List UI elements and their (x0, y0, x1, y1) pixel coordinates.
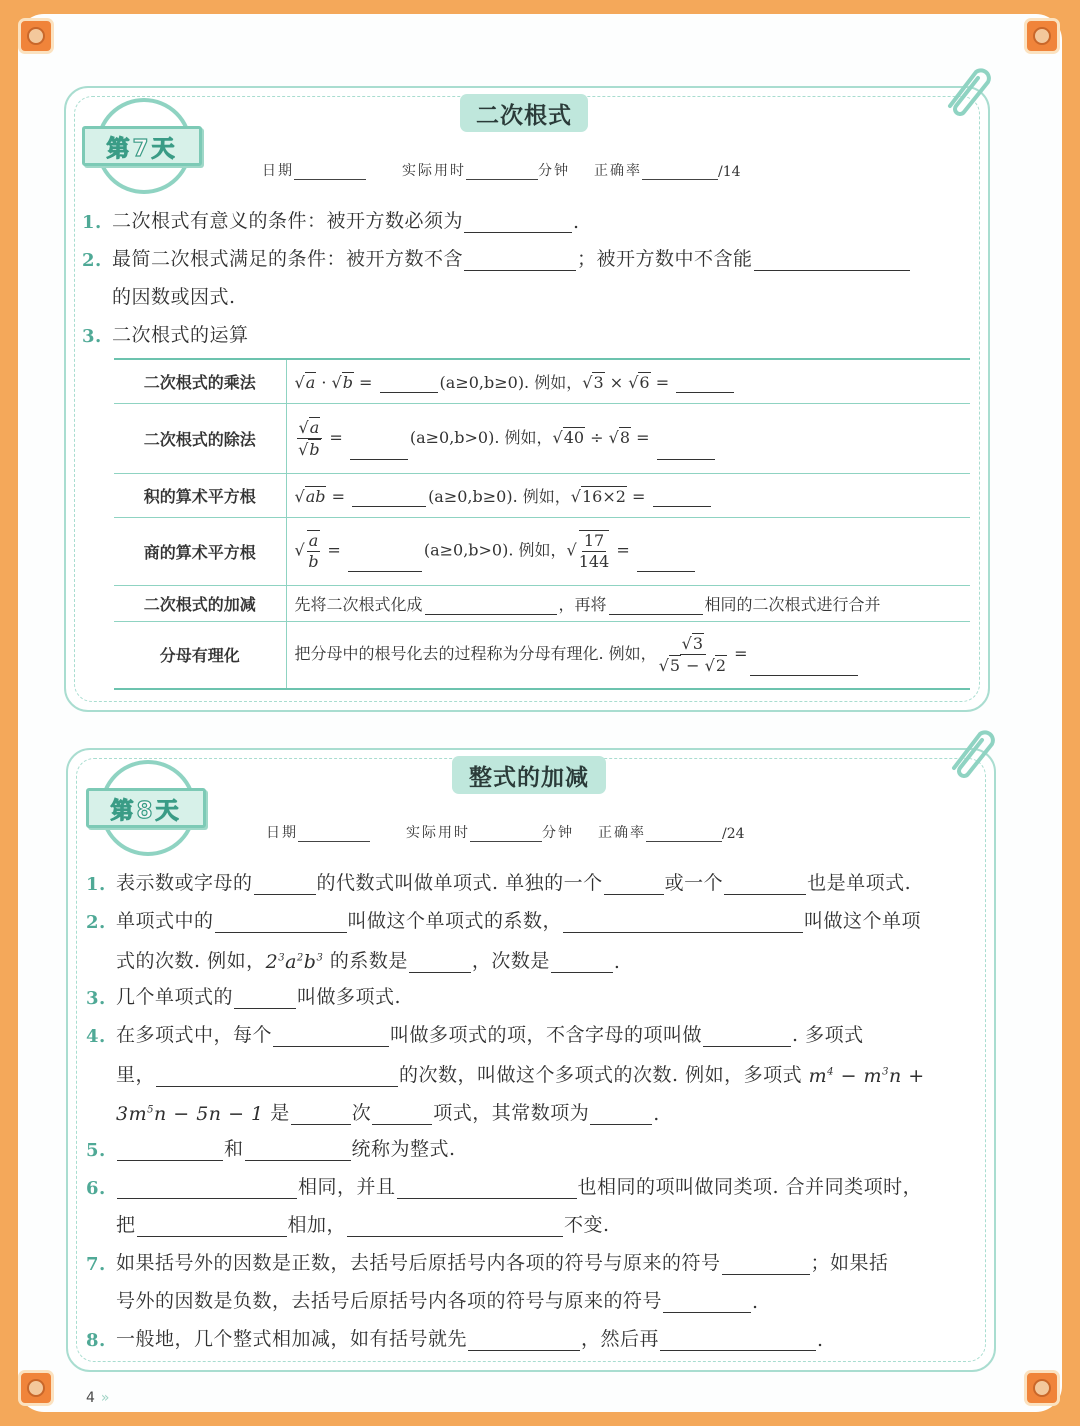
item-text: 叫做多项式的项，不含字母的项叫做 (390, 1024, 703, 1046)
date-blank (298, 826, 370, 842)
answer-blank[interactable] (291, 1105, 351, 1125)
row-text: (a≥0,b>0). 例如， (409, 427, 553, 447)
table-row (114, 585, 970, 621)
item-text: 叫做这个单项 (804, 910, 922, 932)
row-content: √ $\frac{a}{b}$ = (a≥0,b>0). 例如，√ $\frac{17}{144}$ = (286, 517, 970, 585)
row-text: 把分母中的根号化去的过程称为分母有理化. 例如， (294, 644, 657, 664)
item-text: 二次根式有意义的条件：被开方数必须为 (112, 210, 464, 232)
item-text: 相同，并且 (298, 1176, 396, 1198)
row-text: (a≥0,b≥0). 例如， (439, 372, 583, 392)
day7-title: 二次根式 (460, 94, 588, 132)
item-text: 在多项式中，每个 (116, 1024, 273, 1046)
item-text: 号外的因数是负数，去括号后原括号内各项的符号与原来的符号 (116, 1290, 663, 1312)
item-text: 的因数或因式. (112, 286, 236, 308)
day8-item-8 (86, 1324, 824, 1351)
item-text: 的次数，叫做这个多项式的次数. 例如，多项式 (399, 1064, 803, 1086)
day7-item-2-cont (112, 282, 236, 309)
answer-blank[interactable] (468, 1331, 580, 1351)
item-text: 里， (116, 1064, 156, 1086)
row-header: 二次根式的除法 (114, 403, 286, 473)
item-text: 最简二次根式满足的条件：被开方数不含 (112, 248, 464, 270)
accuracy-label: 正确率 (598, 825, 646, 841)
day7-item-3 (82, 320, 249, 347)
day8-badge (86, 760, 212, 860)
day8-item-3 (86, 982, 401, 1009)
answer-blank[interactable] (754, 251, 910, 271)
day8-title: 整式的加减 (452, 756, 606, 794)
date-blank (294, 164, 366, 180)
row-content: √a · √b = (a≥0,b≥0). 例如，√3 × √6 = (286, 359, 970, 403)
day8-item-7 (86, 1248, 889, 1275)
answer-blank[interactable] (750, 658, 858, 676)
item-text: 或一个 (664, 872, 724, 894)
item-text: . (752, 1291, 759, 1313)
day8-item-4 (86, 1020, 864, 1047)
day8-meta (266, 822, 745, 842)
answer-blank[interactable] (350, 442, 408, 460)
row-header: 二次根式的加减 (114, 585, 286, 621)
day7-badge (82, 98, 208, 198)
math-expression: $3m^5n - 5n - 1$ (116, 1103, 271, 1125)
time-label: 实际用时 (406, 825, 470, 841)
item-text: 是 (270, 1102, 290, 1124)
row-content: √ab = (a≥0,b≥0). 例如，√16×2 = (286, 473, 970, 517)
answer-blank[interactable] (425, 597, 557, 615)
day8-item-6 (86, 1172, 922, 1199)
item-text: 二次根式的运算 (112, 324, 249, 346)
row-text: (a≥0,b>0). 例如， (423, 540, 567, 560)
date-label: 日期 (262, 163, 294, 179)
answer-blank[interactable] (137, 1217, 287, 1237)
row-content: $\frac{√a}{√b}$ = (a≥0,b>0). 例如，√40 ÷ √8 = (286, 403, 970, 473)
answer-blank[interactable] (215, 913, 347, 933)
day8-badge-label: 第8天 (86, 788, 206, 828)
item-text: 次 (351, 1102, 372, 1124)
row-header: 二次根式的乘法 (114, 359, 286, 403)
time-blank (470, 826, 542, 842)
item-text: 的代数式叫做单项式. 单独的一个 (316, 872, 603, 894)
item-text: 表示数或字母的 (116, 872, 253, 894)
day7-item-2 (82, 244, 911, 271)
answer-blank[interactable] (245, 1141, 351, 1161)
answer-blank[interactable] (551, 953, 613, 973)
answer-blank[interactable] (397, 1179, 577, 1199)
row-header: 商的算术平方根 (114, 517, 286, 585)
page-number (86, 1390, 110, 1406)
accuracy-label: 正确率 (594, 163, 642, 179)
accuracy-blank (642, 164, 718, 180)
answer-blank[interactable] (590, 1105, 652, 1125)
item-number: 5. (86, 1140, 106, 1161)
accuracy-total: /14 (718, 164, 741, 180)
item-text: 也相同的项叫做同类项. 合并同类项时， (577, 1176, 923, 1198)
item-number: 3. (82, 326, 102, 347)
time-label: 实际用时 (402, 163, 466, 179)
row-text: = (655, 372, 670, 392)
day8-item-2-cont (116, 946, 620, 973)
accuracy-blank (646, 826, 722, 842)
item-text: ，次数是 (471, 950, 550, 972)
item-text: 项式，其常数项为 (433, 1102, 590, 1124)
item-text: . (653, 1103, 660, 1125)
answer-blank[interactable] (409, 953, 471, 973)
day8-item-2 (86, 906, 921, 933)
answer-blank[interactable] (609, 597, 703, 615)
item-number: 1. (86, 874, 106, 895)
row-text: = (636, 427, 650, 447)
item-text: . (817, 1329, 824, 1351)
item-number: 1. (82, 212, 102, 233)
answer-blank[interactable] (604, 875, 664, 895)
item-number: 3. (86, 988, 106, 1009)
day7-meta (262, 160, 741, 180)
item-text: . (613, 951, 621, 973)
answer-blank[interactable] (464, 251, 576, 271)
item-text: 不变. (564, 1214, 610, 1236)
item-text: ，然后再 (581, 1328, 660, 1350)
row-text: = (632, 486, 646, 506)
answer-blank[interactable] (663, 1293, 751, 1313)
day7-item-1 (82, 206, 580, 233)
answer-blank[interactable] (234, 989, 296, 1009)
answer-blank[interactable] (117, 1179, 297, 1199)
item-text: ；被开方数中不含能 (577, 248, 753, 270)
table-row (114, 621, 970, 689)
item-text: 相加， (287, 1214, 347, 1236)
item-text: 和 (224, 1138, 244, 1160)
radical-operations-table (114, 358, 970, 690)
answer-blank[interactable] (724, 875, 806, 895)
corner-ornament-top-left (18, 18, 54, 54)
item-text: 把 (116, 1214, 136, 1236)
item-number: 8. (86, 1330, 106, 1351)
table-row (114, 517, 970, 585)
paperclip-icon (944, 722, 996, 778)
row-text: 先将二次根式化成 (294, 594, 423, 614)
answer-blank[interactable] (676, 375, 734, 393)
day7-badge-label: 第7天 (82, 126, 202, 166)
item-text: . (573, 211, 580, 233)
answer-blank[interactable] (117, 1141, 223, 1161)
row-header: 积的算术平方根 (114, 473, 286, 517)
day8-item-4-cont (116, 1060, 925, 1087)
corner-ornament-bottom-right (1024, 1370, 1060, 1406)
day8-item-7-cont (116, 1286, 759, 1313)
answer-blank[interactable] (273, 1027, 389, 1047)
item-text: 如果括号外的因数是正数，去括号后原括号内各项的符号与原来的符号 (116, 1252, 721, 1274)
item-text: 叫做多项式. (297, 986, 402, 1008)
item-number: 6. (86, 1178, 106, 1199)
answer-blank[interactable] (348, 554, 422, 572)
row-content (286, 585, 970, 621)
answer-blank[interactable] (653, 489, 711, 507)
item-number: 4. (86, 1026, 106, 1047)
time-blank (466, 164, 538, 180)
row-text: = (616, 540, 630, 560)
item-text: 单项式中的 (116, 910, 214, 932)
math-expression: $m^4 - m^3n$ + (802, 1065, 925, 1087)
answer-blank[interactable] (352, 489, 426, 507)
paperclip-icon (940, 60, 992, 116)
item-text: . 多项式 (792, 1024, 864, 1046)
math-expression: $2^3a^2b^3$ (265, 951, 324, 973)
answer-blank[interactable] (347, 1217, 563, 1237)
answer-blank[interactable] (372, 1105, 432, 1125)
item-number: 2. (82, 250, 102, 271)
item-number: 2. (86, 912, 106, 933)
answer-blank[interactable] (380, 375, 438, 393)
answer-blank[interactable] (637, 554, 695, 572)
row-text: (a≥0,b≥0). 例如， (428, 486, 571, 506)
date-label: 日期 (266, 825, 298, 841)
corner-ornament-bottom-left (18, 1370, 54, 1406)
double-chevron-right-icon: » (100, 1390, 110, 1406)
time-unit: 分钟 (542, 825, 574, 841)
row-content: 把分母中的根号化去的过程称为分母有理化. 例如， $\frac{√3}{√5 - √2}$ = (286, 621, 970, 689)
item-number: 7. (86, 1254, 106, 1275)
day8-item-1 (86, 868, 911, 895)
answer-blank[interactable] (563, 913, 803, 933)
day8-item-4-cont2 (116, 1098, 660, 1125)
item-text: 一般地，几个整式相加减，如有括号就先 (116, 1328, 468, 1350)
row-header: 分母有理化 (114, 621, 286, 689)
answer-blank[interactable] (156, 1067, 398, 1087)
answer-blank[interactable] (722, 1255, 810, 1275)
item-text: 几个单项式的 (116, 986, 234, 1008)
answer-blank[interactable] (703, 1027, 791, 1047)
day8-item-5 (86, 1134, 456, 1161)
item-text: 叫做这个单项式的系数， (347, 910, 563, 932)
item-text: 式的次数. 例如， (116, 950, 266, 972)
row-text: 相同的二次根式进行合并 (704, 594, 881, 614)
table-row (114, 359, 970, 403)
corner-ornament-top-right (1024, 18, 1060, 54)
answer-blank[interactable] (464, 213, 572, 233)
time-unit: 分钟 (538, 163, 570, 179)
row-text: ，再将 (558, 594, 607, 614)
accuracy-total: /24 (722, 826, 745, 842)
answer-blank[interactable] (657, 442, 715, 460)
row-text: = (734, 644, 748, 664)
item-text: 也是单项式. (807, 872, 912, 894)
table-row (114, 473, 970, 517)
answer-blank[interactable] (254, 875, 316, 895)
page-number-text: 4 (86, 1390, 95, 1406)
day8-item-6-cont (116, 1210, 610, 1237)
item-text: 的系数是 (329, 950, 408, 972)
table-row (114, 403, 970, 473)
item-text: ；如果括 (810, 1252, 889, 1274)
answer-blank[interactable] (660, 1331, 816, 1351)
item-text: 统称为整式. (351, 1138, 456, 1160)
